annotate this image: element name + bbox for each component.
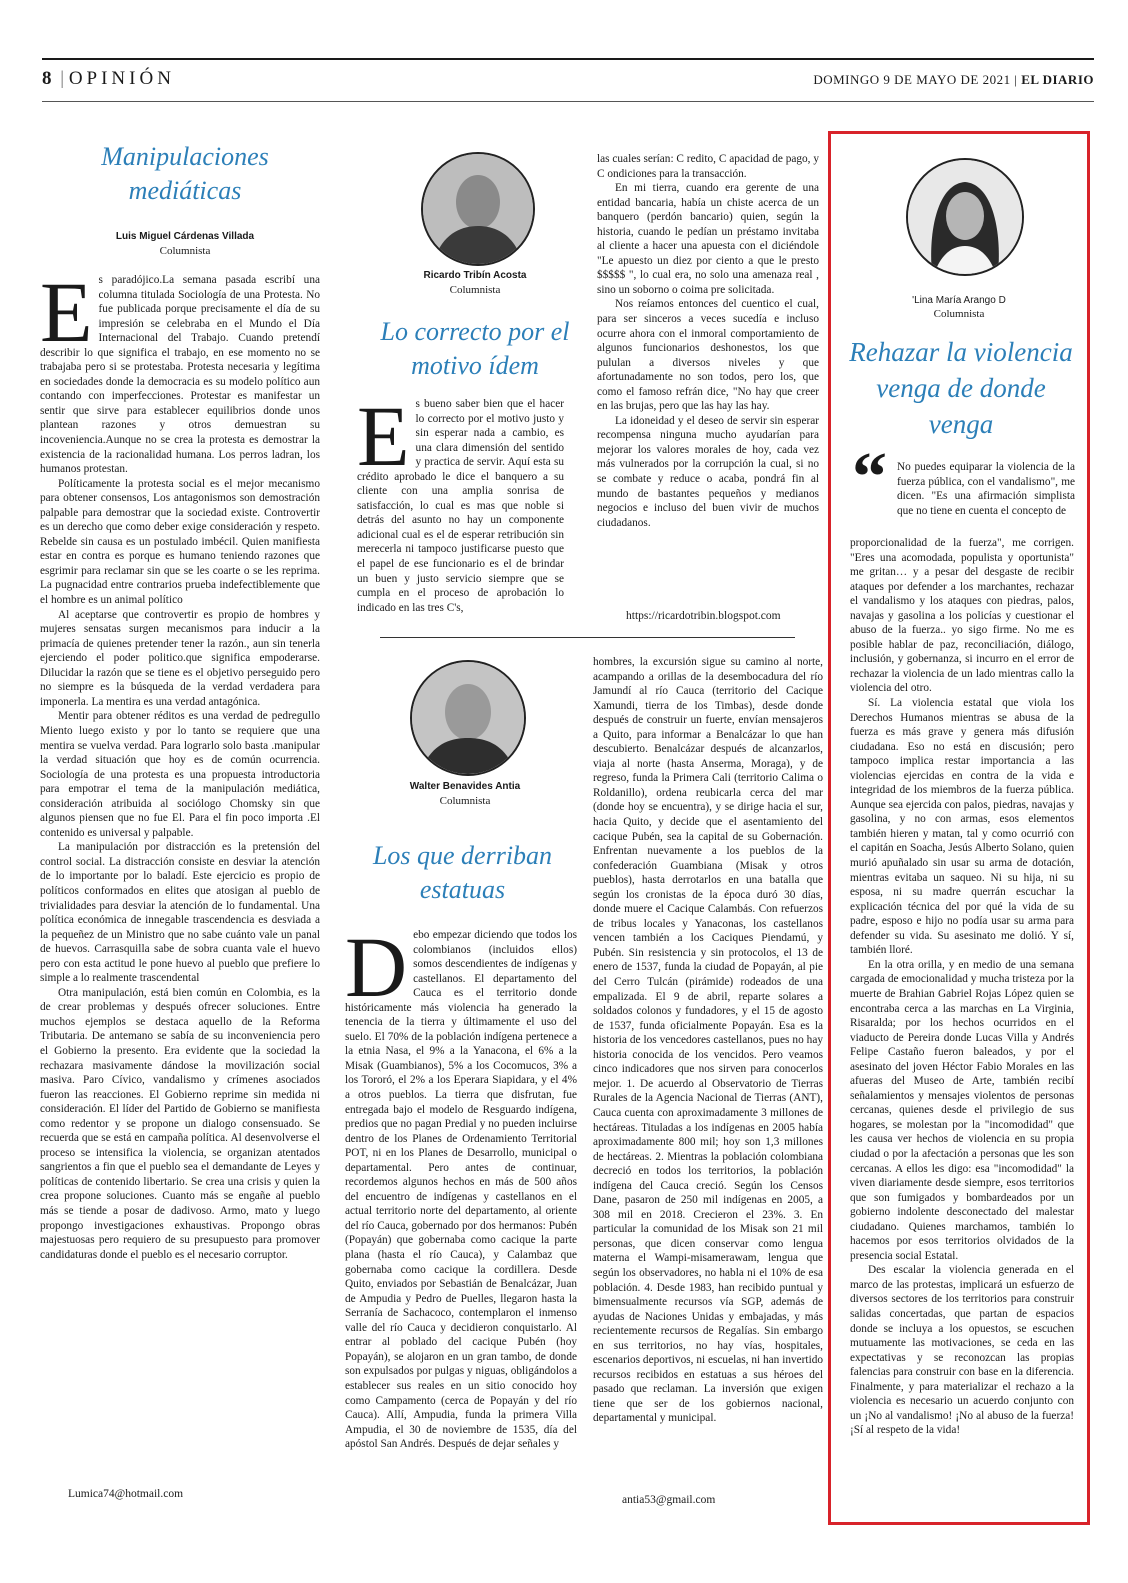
- article1-paragraph: Otra manipulación, está bien común en Colombia, es la de crear problemas y después ofrecer soluciones. Entre muchos ejemplos se destaca aquello de la Reforma Tributaria. De antemano se sabía de su inconveniencia pero el Gobierno la presento. Era evidente que la sociedad la rechazara masivamente dándose la movilización social masiva. Paro Cívico, vandalismo y crímenes asociados fueron las reacciones. El Gobierno reprime sin medida ni consideración. El líder del Partido de Gobierno se manifiesta como redentor y se propone un dialogo consensuado. Se recuerda que se está en campaña política. Al desenvolverse el proceso se intensifica la violencia, se organizan atentados sangrientos a fin que el pueblo sea el demandante de Leyes y políticas de contenido libertario. Se crea una crisis y quien la crea propone soluciones. Cuanto más se engañe al pueblo más se tiende a posar de dadivoso. Armo, mato y luego propongo investigaciones exhaustivas. Propongo obras majestuosas pero requiero de su presupuesto para promover candidaturas donde el pueblo es el necesario corruptor.: [40, 986, 320, 1261]
- article2-paragraph: las cuales serían: C redito, C apacidad de pago, y C ondiciones para la transacción.: [597, 153, 819, 180]
- article4-paragraph: Des escalar la violencia generada en el marco de las protestas, implicará un esfuerzo de diversos sectores de los territorios para construir salidas concertadas, que partan de espacios donde se incluya a los opuestos, se escuchen mutuamente las motivaciones, se ceda en las expectativas y se reconozcan las propias falencias para construir con base en la diferencia. Finalmente, y para materializar el rechazo a la violencia es necesario un acuerdo conjunto con un ¡No al vandalismo! ¡No al abuso de la fuerza! ¡Sí al respeto de la vida!: [850, 1264, 1074, 1437]
- article2-title: Lo correcto por el motivo ídem: [380, 317, 570, 380]
- header-rule: [42, 101, 1094, 102]
- article2-dropcap: E: [357, 397, 410, 484]
- article3-title: Los que derriban estatuas: [372, 841, 553, 904]
- article2-body-left: [357, 397, 564, 623]
- article3-paragraph: hombres, la excursión sigue su camino al norte, acampando a orillas de la desembocadura del río Jamundí al río Cauca (territorio del Cacique Xamundi, tierra de los Timbas), desde donde después de construir un fuerte, envían mensajeros a Quito, para informar a Benalcázar lo que han descubierto. Benalcázar después de alcanzarlos, viaja al norte (hasta Anserma, Moraga), y de regreso, funda la Primera Cali (territorio Calima o Roldanillo), ordena reubicarla cerca del mar (donde hoy se encuentra), y se dirige hacia el sur, hacia Quito, y decide que el asentamiento del cacique Pubén, sea la capital de su Gobernación. Enfrentan nuevamente a los pueblos de la confederación Guambiana (Misak y otros pueblos), hasta derrotarlos en una batalla que según los cronistas de la época duró 30 días, donde muere el Cacique Calambás. Con refuerzos de tribus locales y Yanaconas, los castellanos vencen también a los Caciques Piendamú, y Pubén. Sin resistencia y sin protocolos, el 13 de enero de 1537, funda la ciudad de Popayán, al pie del Cerro Tulcán (pirámide) rodeados de una empalizada. El 9 de abril, reparte solares a soldados colonos y fundadores, y el 15 de agosto de 1537, funda oficialmente Popayán. Esa es la historia de los vencedores castellanos, pues no hay historia conocida de los vencidos. Pero veamos cinco indicadores que nos sirven para conocerlos mejor. 1. De acuerdo al Observatorio de Tierras Rurales de la Agencia Nacional de Tierras (ANT), Cauca cuenta con aproximadamente 3 millones de hectáreas. Tituladas a los indígenas en 2005 había aproximadamente 800 mil; hoy son 1,3 millones de hectáreas. 2. Mientras la población colombiana decreció en todos los territorios, la población indígena del Cauca creció. Según los Censos Dane, pasaron de 250 mil indígenas en 2005, a 308 mil en 2018. Crecieron el 23%. 3. En particular la comunidad de los Misak son 21 mil personas, que dicen conservar como lengua materna el Wampi-misamerawam, lengua que según los observadores, no habla ni el 10% de esa población. 4. Desde 1983, han recibido puntual y bimensualmente recursos vía SGP, además de ayudas de Naciones Unidas y embajadas, y más recientemente recursos de Regalías. Sin embargo en sus territorios, no hay vías, hospitales, escenarios deportivos, ni escuelas, ni han invertido recursos recibidos en estatuas a sus héroes del pasado que reclaman. La inversión que exigen tiene que ser de los gobiernos nacional, departamental y municipal.: [593, 656, 823, 1425]
- article2-body-right: [597, 152, 819, 592]
- article1-dropcap: E: [40, 273, 93, 360]
- article2-paragraph: La idoneidad y el deseo de servir sin esperar recompensa ninguna mucho ayudarían para mejorar los valores morales de hoy, cada vez más vulnerados por la corrupción la cual, si no se combate y reduce o acaba, pondrá fin al mundo de bastantes pequeños y medianos negocios e incluso del buen vivir de muchos ciudadanos.: [597, 414, 819, 529]
- top-rule: [42, 58, 1094, 60]
- article4-body-top: [897, 460, 1075, 532]
- portrait-lina-arango: [906, 158, 1024, 276]
- article2-paragraph: Nos reíamos entonces del cuentico el cual, para ser sinceros a veces sucedía e incluso ocurre ahora con el inmoral comportamiento de algunos funcionarios deshonestos, los que pululan a diversos niveles y que afortunadamente no son todos, pero los, que como el famoso refrán dice, "No hay que creer en las brujas, pero que las hay las hay.: [597, 298, 819, 413]
- page-header: 8 | OPINIÓN DOMINGO 9 DE MAYO DE 2021 | EL DIARIO: [42, 68, 1094, 89]
- article3-dropcap: D: [345, 928, 408, 1015]
- article1-author: Luis Miguel Cárdenas Villada: [115, 231, 255, 242]
- section-name: OPINIÓN: [68, 68, 175, 89]
- issue-date: DOMINGO 9 DE MAYO DE 2021: [813, 72, 1011, 87]
- article3-paragraph: ebo empezar diciendo que todos los colombianos (incluidos ellos) somos descendientes de indígenas y castellanos. El departamento del Cauca es el territorio donde históricamente más violencia ha generado la tenencia de la tierra y últimamente el uso del suelo. El 70% de la población indígena pertenece a la etnia Nasa, el 9% a la Yanacona, el 6% a la Misak (Guambianos), 5% a los Cocomucos, 3% a los Tororó, el 2% a los Eperara Siapidara, y el 4% a otros pueblos. La tierra que disfrutan, fue entregada bajo el modelo de Resguardo indígena, predios que no pagan Predial y no pueden incluirse dentro de los Planes de Ordenamiento Territorial POT, ni en los Planes de Desarrollo, municipal o departamental. Pero antes de continuar, recordemos algunos hechos en más de 500 años del encuentro de indígenas y castellanos en el actual territorio norte del departamento, al oriente del río Cauca, gobernado por dos hermanos: Pubén (Popayán) que gobernaba como cacique la parte plana (hasta el río Cauca), y Calambaz que gobernaba como cacique la cordillera. Desde Quito, enviados por Sebastián de Benalcázar, Juan de Ampudia y Pedro de Puelles, llegaron hasta la Serranía de Sachacoco, contemplaron el inmenso valle del río Cauca y decidieron conquistarlo. Al entrar al poblado del cacique Pubén (hoy Popayán), se alojaron en un gran tambo, de donde son expulsados por pulgas y niguas, obligándolos a establecer sus reales en un sitio conocido hoy como Campamento (cerca de Popayán y del río Cauca). Allí, Ampudia, funda la primera Villa Ampudia, el 30 de noviembre de 1535, día del apóstol San Andrés. Después de dejar señales y: [345, 929, 577, 1451]
- article1-paragraph: Al aceptarse que controvertir es propio de hombres y mujeres sensatas surgen mecanismos para inducir a la primacía de quienes pretender tener la razón., aun sin tenerla ejerciendo el poder politico.que significa empoderarse. Dilucidar la razón que se tiene es el objetivo perseguido pero no siempre es la búsqueda de la verdad verdadera para imponerla. La mentira es una verdad antagónica.: [40, 608, 320, 708]
- article4-body: [850, 536, 1074, 1506]
- portrait-ricardo-tribin: [421, 152, 535, 266]
- article1-paragraph: s paradójico.La semana pasada escribí una columna titulada Sociología de una Protesta. No fue publicada porque precisamente el día de su impresión se celebraba en el Mundo el Día Internacional del Trabajo. Cuando pretendí describir lo que significa el trabajo, en ese momento no se trabajaba pero si se protestaba. Protesta necesaria y legítima en sociedades donde la democracia es su modelo político aun contando con imperfecciones. Protestar es manifestar un sentir que sirve para establecer equilibrios donde unos plantean razones y otros demuestran su incoveniencia.Aunque no se crea la protesta es demostrar la existencia de la racionalidad humana. Los perros ladran, los humanos protestan.: [40, 274, 320, 476]
- article4-title: Rehazar la violencia venga de donde venga: [849, 337, 1073, 439]
- article2-role: Columnista: [449, 284, 501, 296]
- article4-author: 'Lina María Arango D: [912, 295, 1006, 306]
- article-separator: [380, 637, 795, 638]
- article4-paragraph: No puedes equiparar la violencia de la fuerza pública, con el vandalismo", me dicen. "Es una afirmación simplista que no tiene en cuenta el concepto de: [897, 461, 1075, 517]
- article1-paragraph: Políticamente la protesta social es el mejor mecanismo para obtener consensos, Los antagonismos son demostración palpable para demostrar que la sociedad existe. Controvertir es un derecho que como deber exige consideración y respeto. Rebelde sin causa es un postulado imbécil. Quien manifiesta estar en contra es porque es humano teniendo razones que esgrimir para reclamar sin que se les coarte o se les reprima. La pugnacidad entre contrarios prueba indefectiblemente que el hombre es un animal político: [40, 477, 320, 607]
- article3-body-left: [345, 928, 577, 1508]
- article1-paragraph: Mentir para obtener réditos es una verdad de pedregullo Miento luego existo y por lo tanto se requiere que una mentira se vuelva verdad. Para lograrlo solo basta .manipular la verdad situación que hoy es de común ocurrencia. Sociología de una protesta es una propuesta introductoria para empotrar el tema de la manipulación mediática, consideración atribuida al sociólogo Chomsky sin que algunos piensen que no fue El. Para el fin poco importa .El contenido es universal y palpable.: [40, 710, 320, 839]
- article2-paragraph: En mi tierra, cuando era gerente de una entidad bancaria, había un chiste acerca de un banquero (perdón bancario) quien, según la historia, cuando le pedían un préstamo invitaba al cliente a hacer una apuesta con el diciéndole "Le apuesto un diez por ciento a que le presto $$$$$ ", lo cual era, no solo una amenaza real , sino un soborno o coima pre solicitada.: [597, 182, 819, 296]
- article3-role: Columnista: [439, 795, 491, 807]
- article1-role: Columnista: [159, 245, 211, 257]
- article4-role: Columnista: [933, 308, 985, 320]
- article3-body-right: [593, 655, 823, 1488]
- article4-paragraph: En la otra orilla, y en medio de una semana cargada de emocionalidad y mucha tristeza por la muerte de Brahian Gabriel Rojas López quien se encontraba cerca a las marchas en La Virginia, Risaralda; por los hechos ocurridos en el viaducto de Pereira donde Lucas Villa y Andrés Felipe Castaño fueron baleados, y por el asesinato del joven Héctor Fabio Morales en las afueras del Museo de Arte, también recibí señalamientos y mensajes violentos de personas cercanas, quienes desde el privilegio de sus hogares, se molestan por la "incomodidad" que les causa ver hechos de violencia en su propia ciudad o por la afectación a personas que les son cercanas. A ellos les digo: esa "incomodidad" la viven diariamente desde siempre, esos territorios que son fumigados y bombardeados por un gobierno indolente desconectado del malestar ciudadano. Quienes marchamos, también lo hacemos por esos territorios olvidados de la presencia social Estatal.: [850, 958, 1074, 1262]
- article3-email[interactable]: antia53@gmail.com: [622, 1494, 716, 1506]
- article3-author: Walter Benavides Antia: [409, 781, 521, 792]
- quote-mark-icon: “: [852, 439, 887, 516]
- article2-paragraph: s bueno saber bien que el hacer lo correcto por el motivo justo y sin esperar nada a cambio, es una clara dimensión del sentido y practica de servir. Aquí esta su crédito aprobado le dice el banquero a su cliente con una amplia sonrisa de satisfacción, lo cual es mas que noble si detrás del asunto no hay un componente adicional cual es el de esperar retribución sin merecerla ni tampoco justificarse puesto que el papel de ese funcionario es el de brindar un buen y justo servicio siempre que se cumpla en el proceso de aprobación lo indicado en las tres C's,: [357, 398, 564, 614]
- article2-blog-link[interactable]: https://ricardotribin.blogspot.com: [626, 610, 781, 622]
- article4-paragraph: Sí. La violencia estatal que viola los Derechos Humanos mientras se abusa de la fuerza es más grave y genera más difusión ciudadana. Eso no está en discusión; pero tampoco implica restar importancia a las violencias ejercidas en contra de la vida e integridad de los miembros de la fuerza pública. Aunque sea ejercida con palos, piedras, navajas y gasolina, y no con armas, esos elementos también hieren y matan, tal y como ocurrió con el capitán en Soacha, Jesús Alberto Solano, quien murió apuñalado sin usar su arma de dotación, mientras evitaba un saqueo. Ni su hija, ni su esposa, ni su madre querrán escuchar la explicación técnica del por qué la vida de su padre, esposo e hijo no podía usar su arma para defender su vida. Su asesinato me dolió. Y sí, también lloré.: [850, 697, 1074, 957]
- article4-paragraph-cont: proporcionalidad de la fuerza", me corrigen. "Eres una acomodada, populista y oportunista" me gritan… y a pesar del desgaste de recibir ataques por defender a los marchantes, rechazar el vandalismo y los ataques con piedras, palos, navajas y gasolina a los policías y cuestionar el abuso de la fuerza.. yo sigo firme. No me es posible hablar de paz, reconciliación, diálogo, inclusión, y gobernanza, si incurro en el error de rechazar la violencia de un lado mientras callo la violencia del otro.: [850, 537, 1074, 695]
- newspaper-name: EL DIARIO: [1021, 72, 1094, 87]
- article1-paragraph: La manipulación por distracción es la pretensión del control social. La distracción consiste en desviar la atención de lo importante por lo baladí. Este ejercicio es propio de políticos conformados en elites que atosigan al pueblo de trivialidades para desviar la atención de lo fundamental. Una política económica de innegable trascendencia es desviada a la pequeñez de un Ministro que no sabe cuánto vale un panal de huevos. Carrasquilla sabe de sobra cuanta vale el huevo pero con esta actitud le pone huevo al pueblo que prefiere lo simple a lo realmente trascendental: [40, 841, 320, 985]
- portrait-walter-benavides: [410, 660, 526, 776]
- article1-email[interactable]: Lumica74@hotmail.com: [68, 1488, 184, 1500]
- article2-author: Ricardo Tribín Acosta: [423, 270, 527, 281]
- article1-body: [40, 273, 320, 1473]
- article1-title: Manipulaciones mediáticas: [101, 142, 269, 205]
- page-number: 8: [42, 68, 52, 89]
